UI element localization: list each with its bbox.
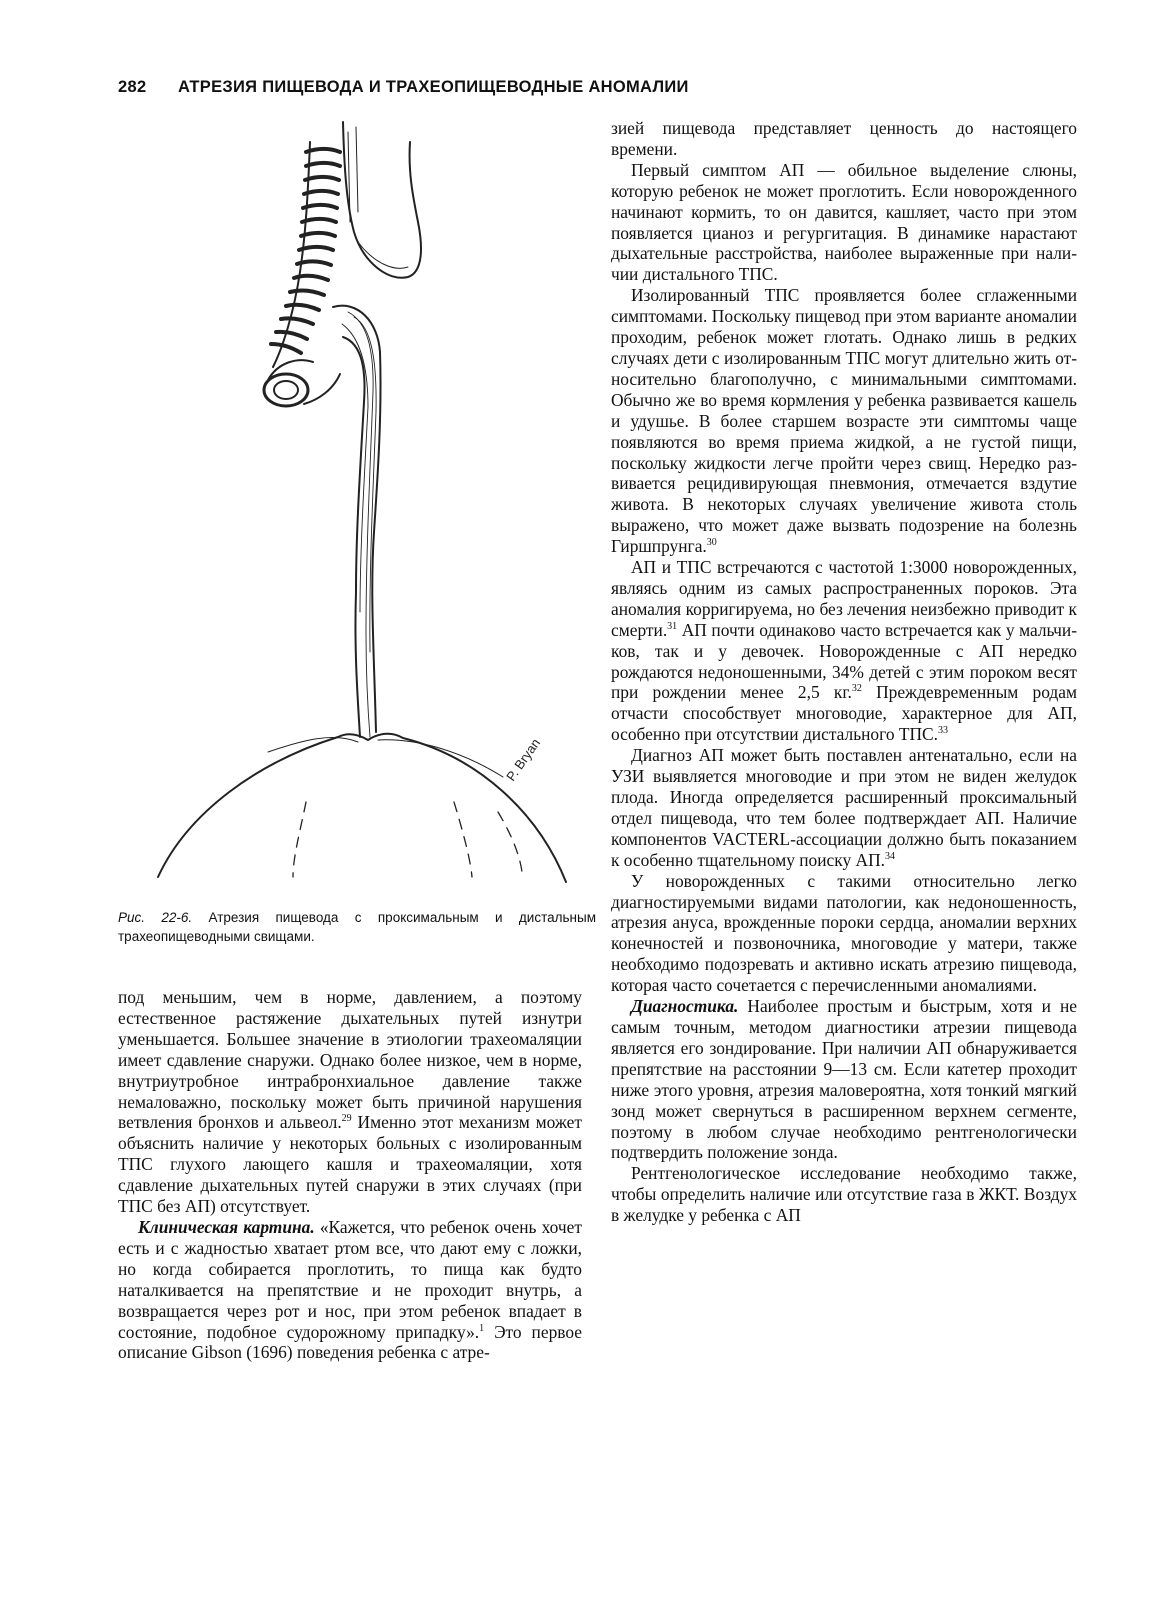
text-run: Наиболее простым и быстрым, хотя и не самым точным, методом диагностики атрезии пищевода является его зондирование. При наличии АП обнаруживается препятствие на расстоянии 9—13 см. Если катетер проходит ниже этого уровня, атрезия маловероятна, хотя тонкий мягкий зонд может свернуться в расширенном верхнем сегменте, поэтому в любом случае необходимо рентгенологически подтвердить положение зонда. <box>611 996 1077 1163</box>
footnote-ref: 32 <box>851 683 862 695</box>
paragraph <box>118 1217 582 1363</box>
left-column <box>118 987 582 1363</box>
paragraph: У новорожденных с такими относительно легко диагностируемыми видами патологии, как недоношенность, атрезия ануса, врожденные пороки сердца, аномалии верхних конечностей и позвоночника, многоводие у матери, также необходимо подозревать и активно искать атрезию пищевода, которая часто сочетается с перечисленными аномалиями. <box>611 870 1077 996</box>
running-header <box>118 78 1078 97</box>
caption-text: Атрезия пищевода с проксимальным и дистальным трахеопищеводными свищами. <box>118 910 596 944</box>
footnote-ref: 29 <box>341 1113 352 1125</box>
text-run: АП почти одинаково часто встречается как у мальчиков, так и у девочек. Новорожденные с АП нередко рождаются недоношенными, 34% детей с этим пороком весят при рождении менее 2,5 кг. <box>611 619 1077 703</box>
figure-caption <box>118 908 596 946</box>
right-column <box>611 118 1077 1226</box>
paragraph <box>611 745 1077 870</box>
artist-signature: P. Bryan <box>503 735 544 784</box>
footnote-ref: 33 <box>938 725 948 737</box>
anatomy-drawing <box>118 112 596 902</box>
text-run: под меньшим, чем в норме, давлением, а поэтому естественное растяжение дыхательных путей изнутри уменьшается. Большее значение в этиологии трахеомаляции имеет сдавление снаружи. Однако более низкое, чем в норме, внутриутробное интрабронхиальное давление также немаловажно, поскольку может быть причиной нарушения ветвления бронхов и альвеол. <box>118 987 582 1133</box>
text-run: Изолированный ТПС проявляется более сглаженными симптомами. Поскольку пищевод при этом варианте аномалии проходим, ребенок может глотать. Однако лишь в редких случаях дети с изолированным ТПС могут длительно жить относительно благополучно, с минимальными симптомами. Обычно же во время кормления у ребенка развивается кашель и удушье. В более старшем возрасте эти симптомы чаще появляются во время приема жидкой, а не густой пищи, поскольку жидкости легче пройти через свищ. Нередко развивается рецидивирующая пневмония, отмечается вздутие живота. В некоторых случаях увеличение живота столь выражено, что может даже вызвать подозрение на болезнь Гиршпрунга. <box>611 285 1077 557</box>
text-run: «Кажется, что ребенок очень хочет есть и с жадностью хватает ртом все, что дают ему с ложки, но когда собирается проглотить, то пища как будто наталкивается на препятствие и не проходит внутрь, а возвращается через рот и нос, при этом ребенок впадает в состояние, подобное судорожному припадку». <box>118 1216 582 1342</box>
text-run: Диагноз АП может быть поставлен антенатально, если на УЗИ выявляется многоводие и при этом не виден желудок плода. Иногда определяется расширенный проксимальный отдел пищевода, что тем более подтверждает АП. Наличие компонентов VACTERL-ассоциации должно быть показанием к особенно тщательному поиску АП. <box>611 745 1077 870</box>
footnote-ref: 1 <box>479 1322 485 1334</box>
footnote-ref: 34 <box>884 850 895 862</box>
caption-label: Рис. 22-6. <box>118 910 193 925</box>
paragraph: Первый симптом АП — обильное выделение слюны, которую ребенок не может проглотить. Если новорожденного начинают кормить, то он давится, кашляет, часто при этом появляется цианоз и регургитация. В динамике нарастают дыхательные расстройства, наиболее выраженные при наличии дистального ТПС. <box>611 159 1077 285</box>
paragraph: Рентгенологическое исследование необходимо также, чтобы определить наличие или отсутствие газа в ЖКТ. Воздух в желудке у ребенка с АП <box>611 1163 1077 1226</box>
paragraph <box>118 987 582 1217</box>
text-run: Это первое описание Gibson (1696) поведения ребенка с атре- <box>118 1321 582 1363</box>
paragraph: зией пищевода представляет ценность до настоящего времени. <box>611 118 1077 159</box>
text-run: Преждевременным родам отчасти способствует многоводие, характерное для АП, особенно при отсутствии дистального ТПС. <box>611 682 1077 745</box>
text-run: Именно этот механизм может объяснить наличие у некоторых больных с изолированным ТПС глухого лающего кашля и трахеомаляции, хотя сдавление дыхательных путей снаружи в этих случаях (при ТПС без АП) отсутствует. <box>118 1112 582 1217</box>
figure-esophageal-atresia-illustration <box>118 112 596 902</box>
footnote-ref: 31 <box>667 620 678 632</box>
section-runin-heading: Клиническая картина. <box>138 1216 315 1237</box>
section-runin-heading: Диагностика. <box>631 996 739 1017</box>
text-run: АП и ТПС встречаются с частотой 1:3000 новорожденных, являясь одним из самых распространенных пороков. Эта аномалия корригируема, но без лечения неизбежно приводит к смерти. <box>611 557 1077 640</box>
chapter-title: АТРЕЗИЯ ПИЩЕВОДА И ТРАХЕОПИЩЕВОДНЫЕ АНОМАЛИИ <box>178 78 689 96</box>
paragraph <box>611 285 1077 557</box>
paragraph <box>611 996 1077 1163</box>
paragraph <box>611 557 1077 745</box>
footnote-ref: 30 <box>706 537 717 549</box>
page-number: 282 <box>118 78 147 96</box>
